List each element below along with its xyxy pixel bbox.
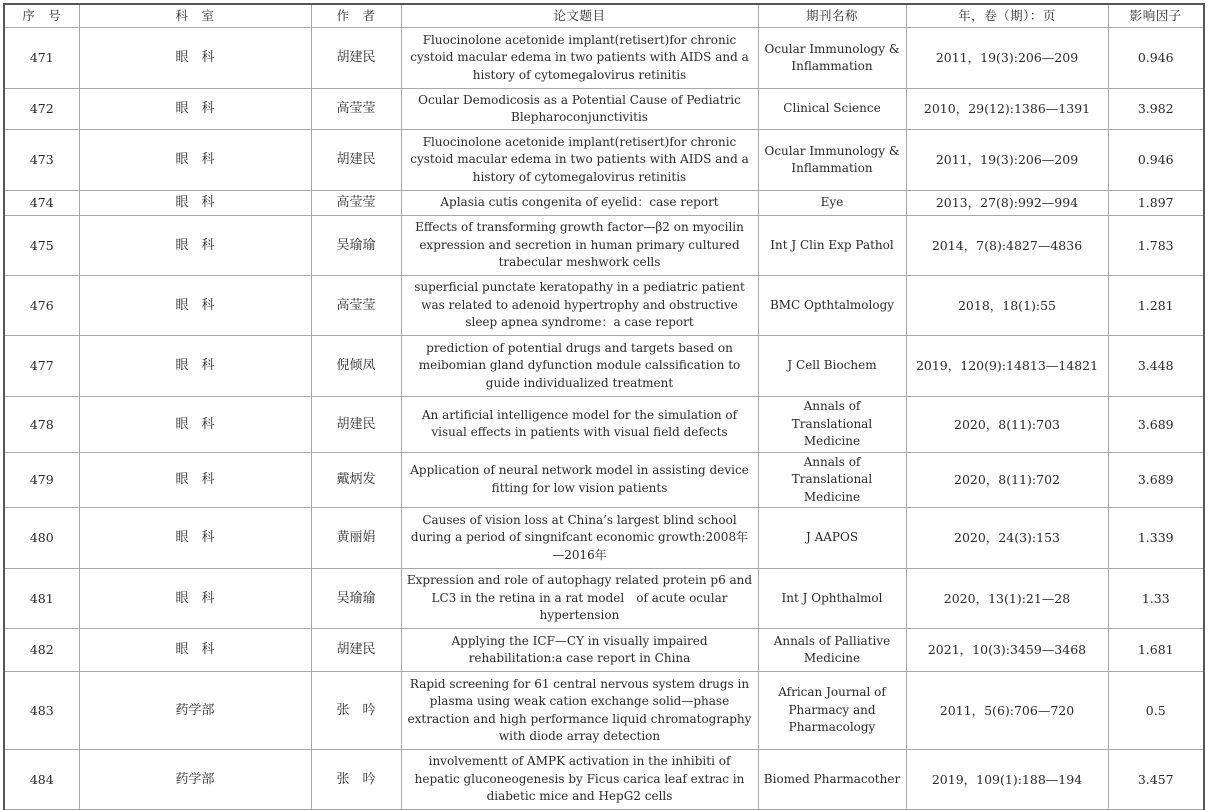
- cell-no: 476: [4, 276, 79, 336]
- cell-journal: Ocular Immunology & Inflammation: [758, 130, 906, 191]
- cell-no: 478: [4, 397, 79, 453]
- cell-journal: J Cell Biochem: [758, 336, 906, 397]
- cell-journal: Annals of Palliative Medicine: [758, 629, 906, 672]
- cell-author: 高莹莹: [311, 89, 401, 130]
- cell-impact: 1.281: [1108, 276, 1204, 336]
- cell-title: Application of neural network model in assisting device fitting for low vision patients: [401, 452, 758, 508]
- cell-dept: 眼 科: [79, 191, 311, 216]
- cell-no: 477: [4, 336, 79, 397]
- table-row: [4, 28, 1204, 89]
- cell-dept: 眼 科: [79, 216, 311, 276]
- cell-author: 倪倾凤: [311, 336, 401, 397]
- cell-author: 高莹莹: [311, 276, 401, 336]
- cell-impact: 1.33: [1108, 569, 1204, 629]
- cell-citation: 2011，5(6):706—720: [906, 672, 1108, 750]
- cell-no: 471: [4, 28, 79, 89]
- cell-no: 475: [4, 216, 79, 276]
- cell-no: 480: [4, 508, 79, 569]
- cell-citation: 2020，13(1):21—28: [906, 569, 1108, 629]
- cell-impact: 3.448: [1108, 336, 1204, 397]
- cell-title: Fluocinolone acetonide implant(retisert)for chronic cystoid macular edema in two patients with AIDS and a history of cytomegalovirus retinitis: [401, 28, 758, 89]
- cell-author: 黄丽娟: [311, 508, 401, 569]
- cell-title: An artificial intelligence model for the simulation of visual effects in patients with visual field defects: [401, 397, 758, 453]
- cell-dept: 眼 科: [79, 89, 311, 130]
- cell-author: 吴瑜瑜: [311, 569, 401, 629]
- cell-title: Ocular Demodicosis as a Potential Cause of Pediatric Blepharoconjunctivitis: [401, 89, 758, 130]
- cell-journal: Clinical Science: [758, 89, 906, 130]
- cell-title: Rapid screening for 61 central nervous system drugs in plasma using weak cation exchange solid—phase extraction and high performance liquid chromatography with diode array detection: [401, 672, 758, 750]
- cell-citation: 2011，19(3):206—209: [906, 130, 1108, 191]
- cell-citation: 2010，29(12):1386—1391: [906, 89, 1108, 130]
- cell-dept: 眼 科: [79, 28, 311, 89]
- cell-journal: Annals of Translational Medicine: [758, 452, 906, 508]
- table-row: [4, 191, 1204, 216]
- table-row: [4, 672, 1204, 750]
- cell-impact: 3.689: [1108, 397, 1204, 453]
- cell-journal: African Journal of Pharmacy and Pharmacology: [758, 672, 906, 750]
- cell-dept: 眼 科: [79, 569, 311, 629]
- header-journal: 期刊名称: [758, 4, 906, 28]
- cell-no: 482: [4, 629, 79, 672]
- cell-author: 胡建民: [311, 629, 401, 672]
- cell-author: 胡建民: [311, 28, 401, 89]
- cell-author: 吴瑜瑜: [311, 216, 401, 276]
- cell-no: 472: [4, 89, 79, 130]
- cell-impact: 1.897: [1108, 191, 1204, 216]
- table-row: [4, 452, 1204, 508]
- cell-title: Aplasia cutis congenita of eyelid：case report: [401, 191, 758, 216]
- cell-author: 张 吟: [311, 672, 401, 750]
- cell-no: 479: [4, 452, 79, 508]
- cell-no: 484: [4, 750, 79, 810]
- cell-citation: 2020，24(3):153: [906, 508, 1108, 569]
- table-row: [4, 276, 1204, 336]
- cell-journal: J AAPOS: [758, 508, 906, 569]
- cell-impact: 1.681: [1108, 629, 1204, 672]
- table-row: [4, 629, 1204, 672]
- cell-no: 483: [4, 672, 79, 750]
- cell-impact: 0.946: [1108, 28, 1204, 89]
- cell-citation: 2014，7(8):4827—4836: [906, 216, 1108, 276]
- cell-citation: 2011，19(3):206—209: [906, 28, 1108, 89]
- cell-author: 戴炳发: [311, 452, 401, 508]
- table-row: [4, 130, 1204, 191]
- cell-author: 胡建民: [311, 397, 401, 453]
- cell-title: Applying the ICF—CY in visually impaired rehabilitation:a case report in China: [401, 629, 758, 672]
- cell-journal: Annals of Translational Medicine: [758, 397, 906, 453]
- cell-journal: Int J Clin Exp Pathol: [758, 216, 906, 276]
- cell-author: 高莹莹: [311, 191, 401, 216]
- cell-dept: 眼 科: [79, 452, 311, 508]
- cell-title: involvementt of AMPK activation in the inhibiti of hepatic gluconeogenesis by Ficus carica leaf extrac in diabetic mice and HepG2 cells: [401, 750, 758, 810]
- table-row: [4, 216, 1204, 276]
- header-dept: 科 室: [79, 4, 311, 28]
- cell-citation: 2021，10(3):3459—3468: [906, 629, 1108, 672]
- cell-title: Effects of transforming growth factor—β2 on myocilin expression and secretion in human primary cultured trabecular meshwork cells: [401, 216, 758, 276]
- table-row: [4, 89, 1204, 130]
- cell-journal: Biomed Pharmacother: [758, 750, 906, 810]
- cell-journal: BMC Opthtalmology: [758, 276, 906, 336]
- cell-author: 张 吟: [311, 750, 401, 810]
- header-row: [4, 4, 1204, 28]
- cell-journal: Ocular Immunology & Inflammation: [758, 28, 906, 89]
- cell-no: 473: [4, 130, 79, 191]
- cell-author: 胡建民: [311, 130, 401, 191]
- cell-impact: 0.5: [1108, 672, 1204, 750]
- cell-dept: 药学部: [79, 672, 311, 750]
- cell-impact: 1.339: [1108, 508, 1204, 569]
- cell-dept: 眼 科: [79, 336, 311, 397]
- header-citation: 年，卷（期）：页: [906, 4, 1108, 28]
- cell-journal: Int J Ophthalmol: [758, 569, 906, 629]
- cell-impact: 3.457: [1108, 750, 1204, 810]
- table-row: [4, 397, 1204, 453]
- header-author: 作 者: [311, 4, 401, 28]
- header-title: 论文题目: [401, 4, 758, 28]
- cell-no: 481: [4, 569, 79, 629]
- cell-dept: 眼 科: [79, 508, 311, 569]
- cell-no: 474: [4, 191, 79, 216]
- cell-journal: Eye: [758, 191, 906, 216]
- table-row: [4, 750, 1204, 810]
- cell-impact: 0.946: [1108, 130, 1204, 191]
- cell-dept: 眼 科: [79, 397, 311, 453]
- table-row: [4, 336, 1204, 397]
- cell-title: Fluocinolone acetonide implant(retisert)for chronic cystoid macular edema in two patients with AIDS and a history of cytomegalovirus retinitis: [401, 130, 758, 191]
- cell-citation: 2019，120(9):14813—14821: [906, 336, 1108, 397]
- cell-dept: 眼 科: [79, 130, 311, 191]
- cell-citation: 2020，8(11):702: [906, 452, 1108, 508]
- header-no: 序 号: [4, 4, 79, 28]
- cell-dept: 眼 科: [79, 276, 311, 336]
- cell-dept: 药学部: [79, 750, 311, 810]
- cell-impact: 3.689: [1108, 452, 1204, 508]
- cell-citation: 2013，27(8):992—994: [906, 191, 1108, 216]
- cell-dept: 眼 科: [79, 629, 311, 672]
- cell-citation: 2020，8(11):703: [906, 397, 1108, 453]
- cell-title: superficial punctate keratopathy in a pediatric patient was related to adenoid hypertrophy and obstructive sleep apnea syndrome：a case report: [401, 276, 758, 336]
- cell-impact: 3.982: [1108, 89, 1204, 130]
- cell-citation: 2019，109(1):188—194: [906, 750, 1108, 810]
- table-row: [4, 508, 1204, 569]
- cell-citation: 2018，18(1):55: [906, 276, 1108, 336]
- cell-title: Expression and role of autophagy related protein p6 and LC3 in the retina in a rat model of acute ocular hypertension: [401, 569, 758, 629]
- cell-impact: 1.783: [1108, 216, 1204, 276]
- header-impact: 影响因子: [1108, 4, 1204, 28]
- table-row: [4, 569, 1204, 629]
- cell-title: prediction of potential drugs and targets based on meibomian gland dyfunction module calssification to guide individualized treatment: [401, 336, 758, 397]
- cell-title: Causes of vision loss at China’s largest blind school during a period of singnifcant economic growth:2008年—2016年: [401, 508, 758, 569]
- publications-table: [3, 3, 1205, 810]
